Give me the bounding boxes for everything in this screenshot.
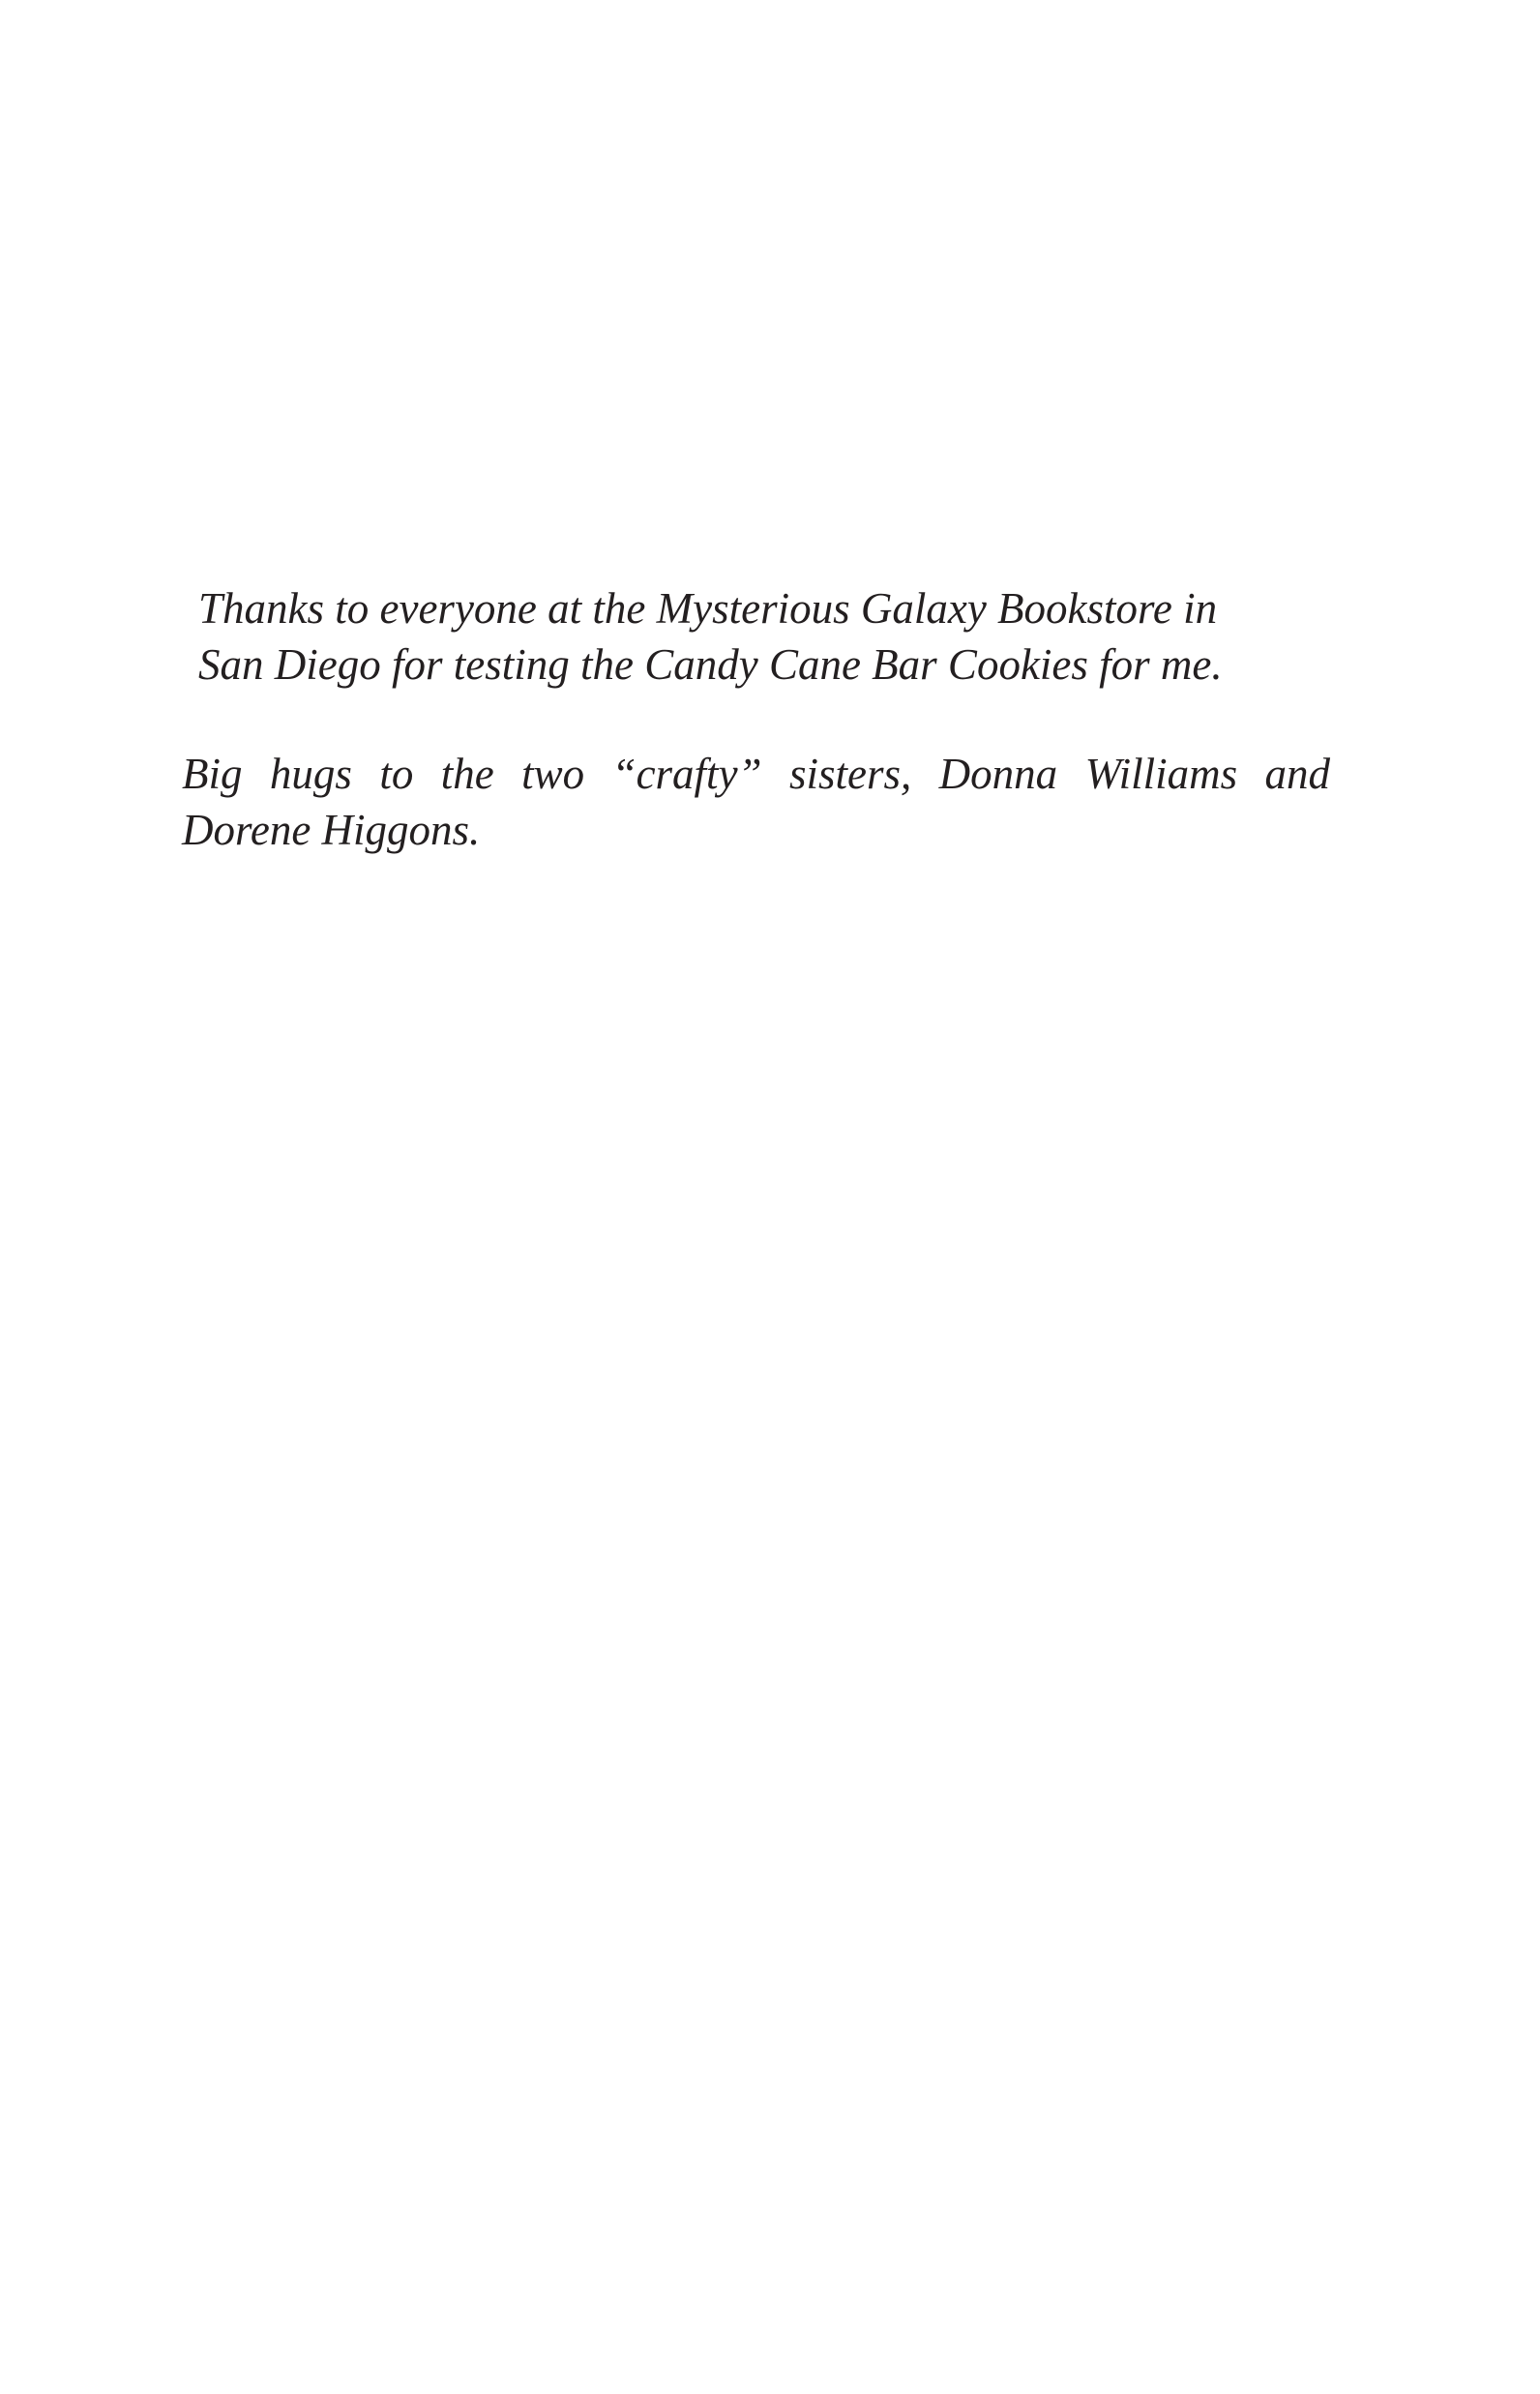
dedication-line: Big hugs to the two “crafty” sisters, Donna Williams and [182,750,1330,798]
dedication-line: Thanks to everyone at the Mysterious Galaxy Bookstore in [198,584,1218,633]
dedication-paragraph-thanks [198,580,1223,693]
dedication-paragraph-hugs [182,746,1330,858]
dedication-line: Dorene Higgons. [182,806,481,854]
dedication-line: San Diego for testing the Candy Cane Bar Cookies for me. [198,640,1223,689]
